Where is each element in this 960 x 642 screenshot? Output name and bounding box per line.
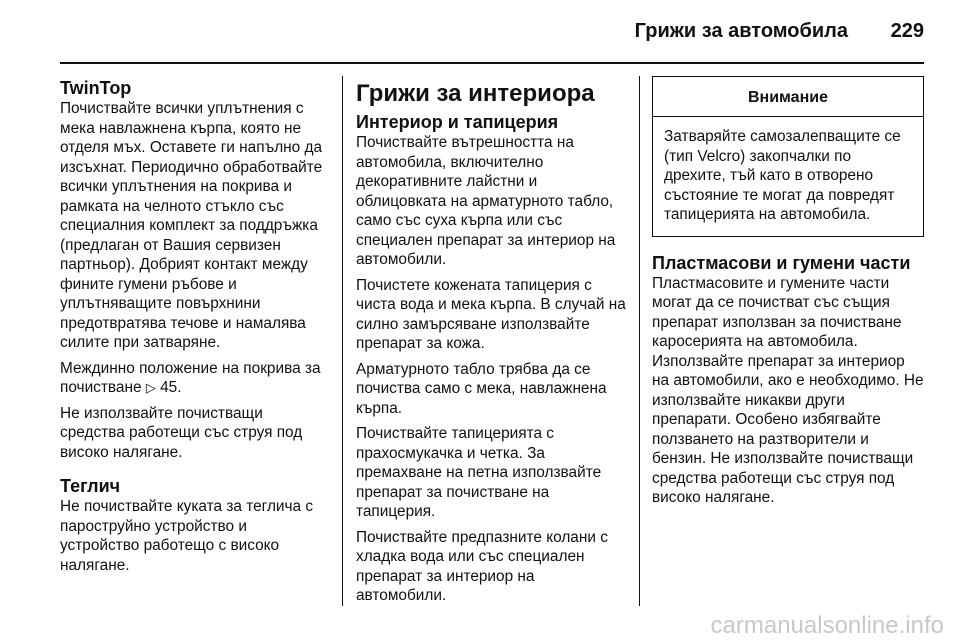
towbar-heading: Теглич	[60, 476, 121, 496]
column-middle	[356, 80, 627, 612]
interior-paragraph-1: Почиствайте вътрешността на автомобила, включително декоративните лайстни и облицовката на арматурното табло, само със суха кърпа или със специален препарат за интериор на автомобили.	[356, 134, 616, 268]
header-divider	[60, 62, 924, 64]
header-title: Грижи за автомобила	[634, 20, 848, 42]
plastics-heading: Пластмасови и гумени части	[652, 252, 911, 273]
caution-notice-body: Затваряйте самозалепващите се (тип Velcro) закопчалки по дрехите, тъй като в отворено състояние те могат да повредят тапицерията на автомобила.	[664, 128, 901, 223]
interior-upholstery-heading: Интериор и тапицерия	[356, 112, 559, 132]
section-twintop	[60, 78, 330, 462]
plastics-paragraph-1: Пластмасовите и гумените части могат да се почистват със същия препарат използван за почистване каросерията на автомобила. Използвайте препарат за интериор на автомобили, ако е необходимо. Не използвайте никакви други препарати. Особено избягвайте ползването на разтворители и бензин. Не използвайте почистващи средства работещи със струя под високо налягане.	[652, 274, 924, 506]
interior-paragraph-4: Почиствайте тапицерията с прахосмукачка и четка. За премахване на петна използвайте препарат за почистване на тапицерия.	[356, 425, 602, 520]
towbar-paragraph-1: Не почиствайте куката за теглича с пароструйно устройство и устройство работещо с високо налягане.	[60, 498, 314, 574]
column-divider-left	[342, 76, 343, 606]
page-reference-icon: ▷	[145, 380, 156, 395]
interior-care-heading: Грижи за интериора	[356, 80, 595, 107]
column-left	[60, 78, 330, 581]
interior-paragraph-3: Арматурното табло трябва да се почиства само с мека, навлажнена кърпа.	[356, 360, 607, 417]
twintop-paragraph-2	[60, 359, 330, 398]
page-reference-link[interactable]: 45.	[160, 379, 182, 396]
column-right	[652, 76, 924, 514]
twintop-paragraph-1: Почиствайте всички уплътнения с мека навлажнена кърпа, която не отделя мъх. Оставете ги напълно да изсъхнат. Периодично обработвайте всички уплътнения на покрива и рамката на челното стъкло със специалния комплект за поддръжка (предлаган от Вашия сервизен партньор). Добрият контакт между фините гумени ръбове и уплътняващите повърхнини предотвратява течове и намалява силите при затваряне.	[60, 100, 323, 351]
caution-notice-box	[652, 76, 924, 237]
interior-paragraph-2: Почистете кожената тапицерия с чиста вода и мека кърпа. В случай на силно замърсяване използвайте препарат за кожа.	[356, 276, 626, 352]
interior-paragraph-5: Почиствайте предпазните колани с хладка вода или със специален препарат за интериор на автомобили.	[356, 528, 608, 604]
caution-notice-title: Внимание	[653, 77, 923, 117]
page-number: 229	[890, 20, 924, 42]
section-plastics-rubber	[652, 253, 924, 508]
twintop-paragraph-2-text: Междинно положение на покрива за почистване	[60, 359, 321, 396]
twintop-paragraph-3: Не използвайте почистващи средства работещи със струя под високо налягане.	[60, 404, 303, 461]
page-header	[0, 0, 960, 64]
twintop-heading: TwinTop	[60, 78, 132, 98]
section-towbar	[60, 476, 330, 575]
column-divider-right	[639, 76, 640, 606]
site-watermark: carmanualsonline.info	[710, 612, 944, 639]
